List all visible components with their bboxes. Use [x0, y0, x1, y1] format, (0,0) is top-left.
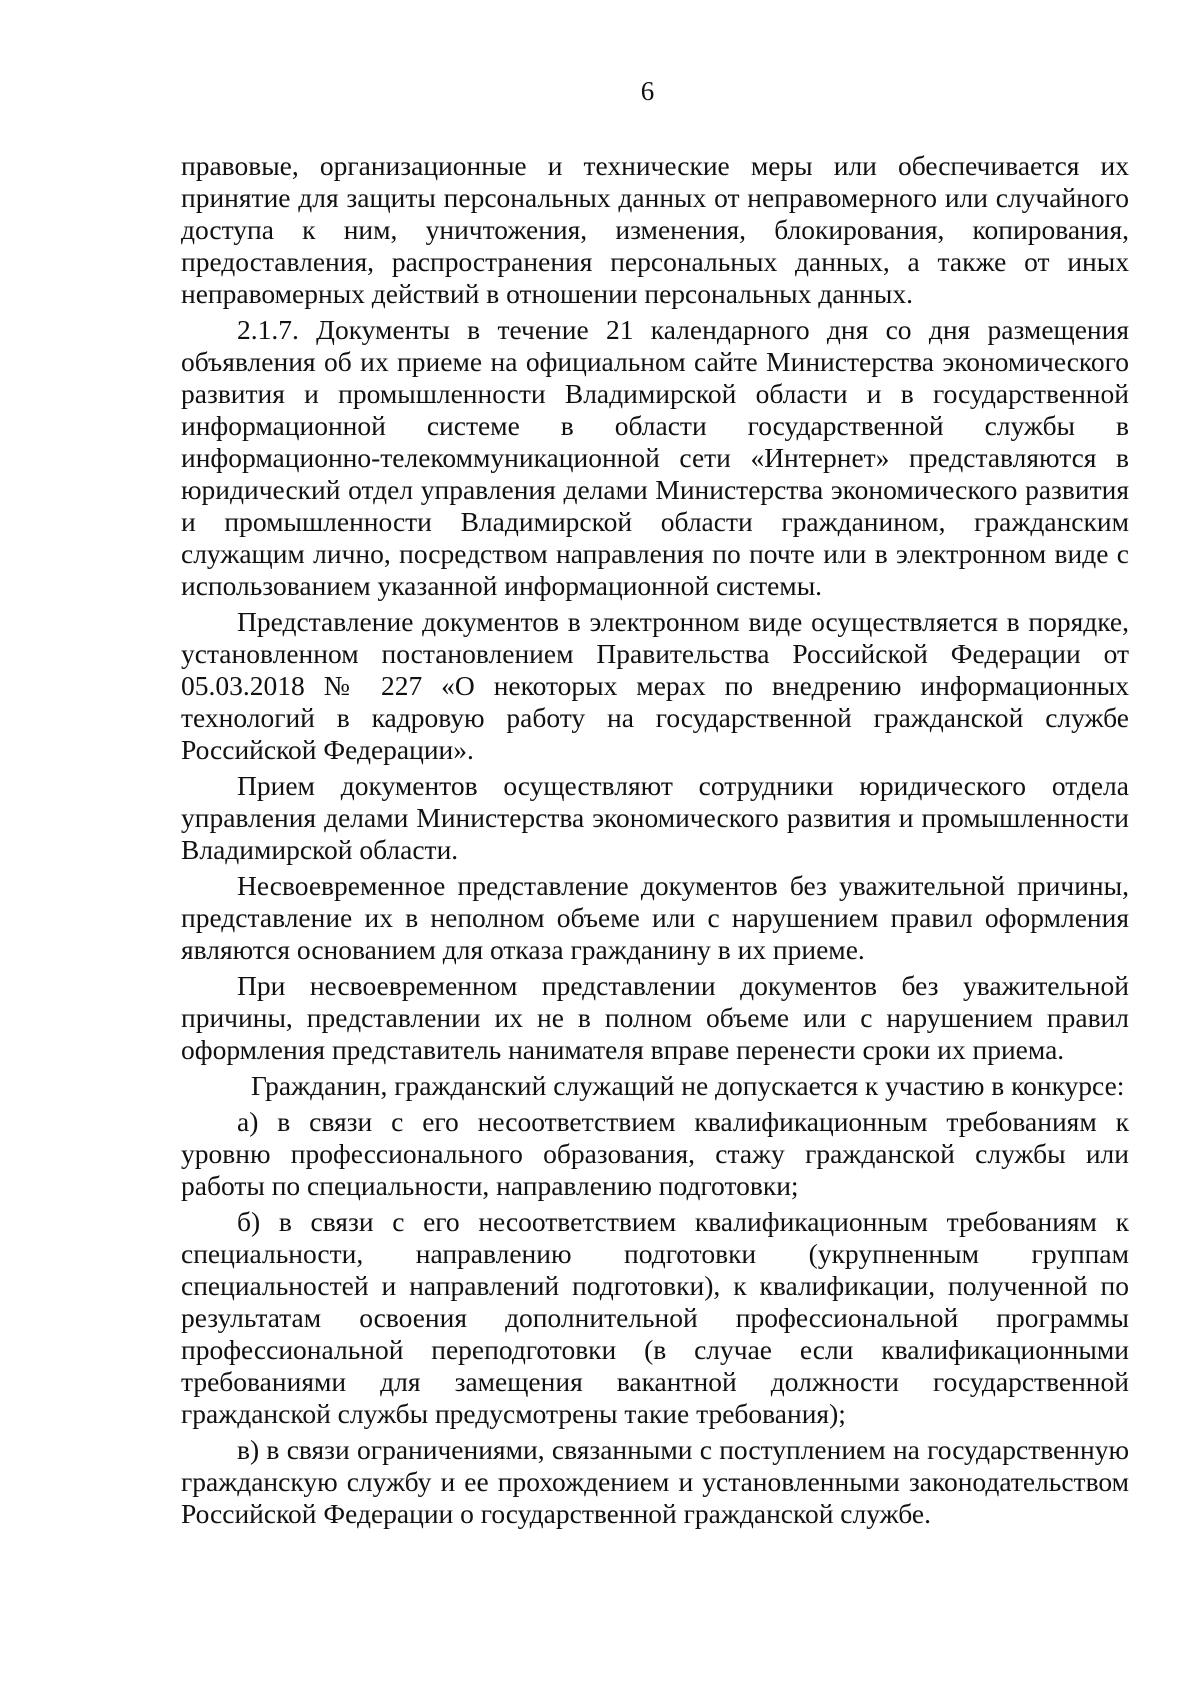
paragraph-personal-data-protection: правовые, организационные и технические меры или обеспечивается их принятие для защиты персональных данных от неправомерного или случайного доступа к ним, уничтожения, изменения, блокирования, копирования, предоставления, распространения персональных данных, а также от иных неправомерных действий в отношении персональных данных. — [181, 150, 1129, 309]
paragraph-late-submission-refusal: Несвоевременное представление документов без уважительной причины, представление их в неполном объеме или с нарушением правил оформления являются основанием для отказа гражданину в их приеме. — [181, 870, 1129, 965]
list-item-b: б) в связи с его несоответствием квалификационным требованиям к специальности, направлению подготовки (укрупненным группам специальностей и направлений подготовки), к квалификации, полученной по результатам освоения дополнительной профессиональной программы профессиональной переподготовки (в случае если квалификационными требованиями для замещения вакантной должности государственной гражданской службы предусмотрены такие требования); — [181, 1206, 1129, 1429]
document-body — [181, 150, 1129, 1534]
paragraph-documents-submission-2-1-7: 2.1.7. Документы в течение 21 календарного дня со дня размещения объявления об их приеме на официальном сайте Министерства экономического развития и промышленности Владимирской области и в государственной информационной системе в области государственной службы в информационно-телекоммуникационной сети «Интернет» представляются в юридический отдел управления делами Министерства экономического развития и промышленности Владимирской области гражданином, гражданским служащим лично, посредством направления по почте или в электронном виде с использованием указанной информационной системы. — [181, 314, 1129, 601]
paragraph-not-admitted-intro: Гражданин, гражданский служащий не допускается к участию в конкурсе: — [251, 1070, 1125, 1101]
list-item-v: в) в связи ограничениями, связанными с поступлением на государственную гражданскую службу и ее прохождением и установленными законодательством Российской Федерации о государственной гражданской службе. — [181, 1434, 1129, 1529]
list-item-a: а) в связи с его несоответствием квалификационным требованиям к уровню профессионального образования, стажу гражданской службы или работы по специальности, направлению подготовки; — [181, 1106, 1129, 1201]
paragraph-document-reception: Прием документов осуществляют сотрудники юридического отдела управления делами Министерства экономического развития и промышленности Владимирской области. — [181, 770, 1129, 865]
page-number: 6 — [640, 76, 655, 106]
paragraph-deadline-extension: При несвоевременном представлении документов без уважительной причины, представлении их не в полном объеме или с нарушением правил оформления представитель нанимателя вправе перенести сроки их приема. — [181, 970, 1129, 1065]
paragraph-electronic-submission: Представление документов в электронном виде осуществляется в порядке, установленном постановлением Правительства Российской Федерации от 05.03.2018 № 227 «О некоторых мерах по внедрению информационных технологий в кадровую работу на государственной гражданской службе Российской Федерации». — [181, 606, 1129, 765]
